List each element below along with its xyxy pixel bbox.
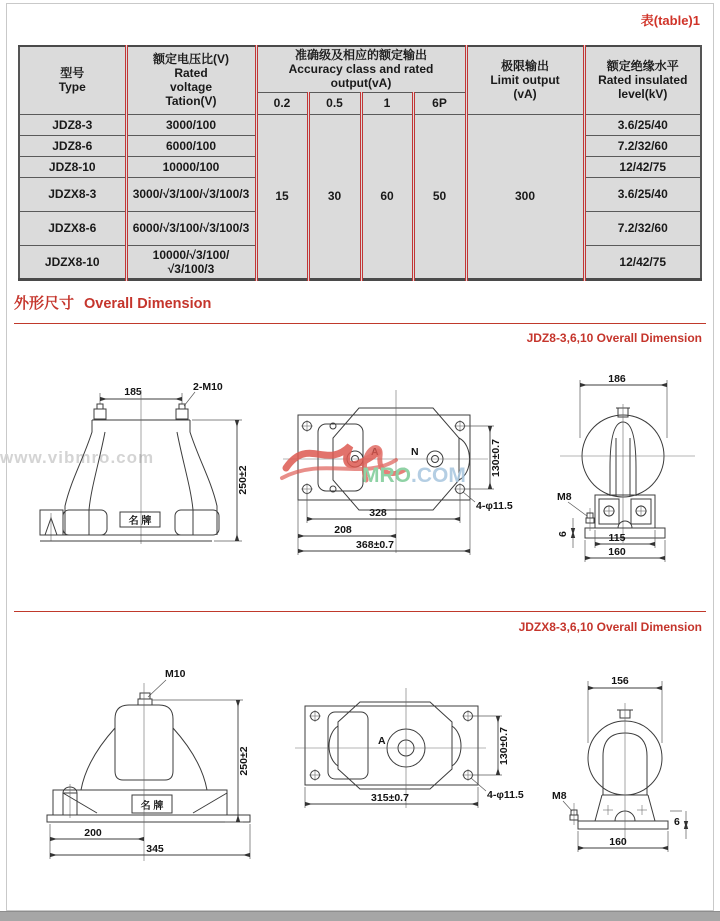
subsection-title-jdzx8: JDZX8-3,6,10 Overall Dimension xyxy=(518,620,702,634)
jdz8-side-view-drawing xyxy=(555,368,705,563)
dim-label-holes: 4-φ11.5 xyxy=(476,500,513,512)
cell-voltage: 6000/100 xyxy=(126,135,256,156)
dim-label-130: 130±0.7 xyxy=(498,727,510,765)
watermark-site-text: www.vibmro.com xyxy=(0,448,155,467)
cell-insulated: 7.2/32/60 xyxy=(584,211,701,245)
dim-label-315: 315±0.7 xyxy=(371,792,409,804)
cell-insulated: 12/42/75 xyxy=(584,245,701,279)
nameplate-label: 名 牌 xyxy=(128,516,152,527)
dim-label-2-M10: 2-M10 xyxy=(193,381,223,393)
bottom-plate xyxy=(578,821,668,829)
cell-voltage: 3000/√3/100/√3/100/3 xyxy=(126,177,256,211)
watermark-mro-text: MRO xyxy=(362,464,411,487)
ground-bracket xyxy=(40,510,63,535)
cell-type: JDZ8-6 xyxy=(19,135,126,156)
cell-output-6P: 50 xyxy=(413,114,466,279)
header-class-1: 1 xyxy=(361,92,413,114)
cell-type: JDZX8-3 xyxy=(19,177,126,211)
header-type: 型号 Type xyxy=(58,66,86,95)
svg-text:MRO.COM xyxy=(362,464,466,487)
cell-limit-output: 300 xyxy=(466,114,584,279)
dim-label-328: 328 xyxy=(369,507,387,519)
cell-output-0.5: 30 xyxy=(308,114,361,279)
section-title-overall-dimension: 外形尺寸 Overall Dimension xyxy=(14,295,212,312)
dim-label-m8: M8 xyxy=(557,491,572,503)
dim-label-160: 160 xyxy=(608,546,626,558)
cell-insulated: 7.2/32/60 xyxy=(584,135,701,156)
cell-output-1: 60 xyxy=(361,114,413,279)
corner-holes xyxy=(309,710,474,781)
page-bottom-strip xyxy=(0,911,720,921)
cell-type: JDZX8-10 xyxy=(19,245,126,279)
dim-label-holes: 4-φ11.5 xyxy=(487,789,524,801)
header-class-6P: 6P xyxy=(413,92,466,114)
dim-label-185: 185 xyxy=(124,386,142,398)
jdz8-front-view-drawing xyxy=(35,368,265,563)
bottom-plate xyxy=(47,815,250,822)
spec-table xyxy=(18,45,702,281)
cell-type: JDZ8-10 xyxy=(19,156,126,177)
header-class-0.5: 0.5 xyxy=(308,92,361,114)
cell-insulated: 12/42/75 xyxy=(584,156,701,177)
dim-label-m8: M8 xyxy=(552,790,567,802)
header-limit-output: 极限输出 Limit output (vA) xyxy=(466,46,584,114)
dim-label-345: 345 xyxy=(146,843,164,855)
header-class-0.2: 0.2 xyxy=(256,92,308,114)
header-rated-voltage: 额定电压比(V) Rated voltage Tation(V) xyxy=(126,46,256,114)
dim-label-6: 6 xyxy=(557,531,569,537)
watermark-com-text: .COM xyxy=(411,464,466,487)
cell-insulated: 3.6/25/40 xyxy=(584,114,701,135)
jdzx8-side-view-drawing xyxy=(550,653,710,878)
cell-voltage: 6000/√3/100/√3/100/3 xyxy=(126,211,256,245)
terminal-label-a: A xyxy=(371,446,379,458)
body-outline xyxy=(338,702,452,789)
dim-label-156: 156 xyxy=(611,675,629,687)
nameplate-label: 名 牌 xyxy=(140,801,164,812)
dim-label-250: 250±2 xyxy=(237,465,249,495)
subsection-title-jdz8: JDZ8-3,6,10 Overall Dimension xyxy=(526,331,702,345)
divider-rule xyxy=(14,611,706,612)
dim-label-115: 115 xyxy=(608,532,626,544)
dim-label-160: 160 xyxy=(609,836,627,848)
m10-bolt xyxy=(138,699,152,705)
cell-type: JDZX8-6 xyxy=(19,211,126,245)
table-caption: 表(table)1 xyxy=(640,13,700,28)
terminal-label-a: A xyxy=(378,735,386,747)
header-accuracy-class: 准确级及相应的额定输出 Accuracy class and rated output(vA) xyxy=(256,46,466,92)
dim-label-250: 250±2 xyxy=(238,746,250,776)
dim-label-m10: M10 xyxy=(165,668,186,680)
header-insulated-level: 额定绝缘水平 Rated insulated level(kV) xyxy=(584,46,701,114)
terminal-label-n: N xyxy=(411,446,419,458)
watermark-logo xyxy=(278,426,468,488)
dim-label-200: 200 xyxy=(84,827,102,839)
cell-output-0.2: 15 xyxy=(256,114,308,279)
divider-rule xyxy=(14,323,706,324)
jdzx8-front-view-drawing xyxy=(35,653,270,878)
jdzx8-top-view-drawing xyxy=(290,678,540,828)
cell-type: JDZ8-3 xyxy=(19,114,126,135)
table-row xyxy=(19,114,701,135)
cell-voltage: 10000/100 xyxy=(126,156,256,177)
dim-label-208: 208 xyxy=(334,524,352,536)
dim-label-130: 130±0.7 xyxy=(490,439,502,477)
cell-voltage: 3000/100 xyxy=(126,114,256,135)
dim-label-368: 368±0.7 xyxy=(356,539,394,551)
dim-label-186: 186 xyxy=(608,373,626,385)
cell-voltage: 10000/√3/100/√3/100/3 xyxy=(126,245,256,279)
cell-insulated: 3.6/25/40 xyxy=(584,177,701,211)
dim-label-6: 6 xyxy=(674,816,680,828)
